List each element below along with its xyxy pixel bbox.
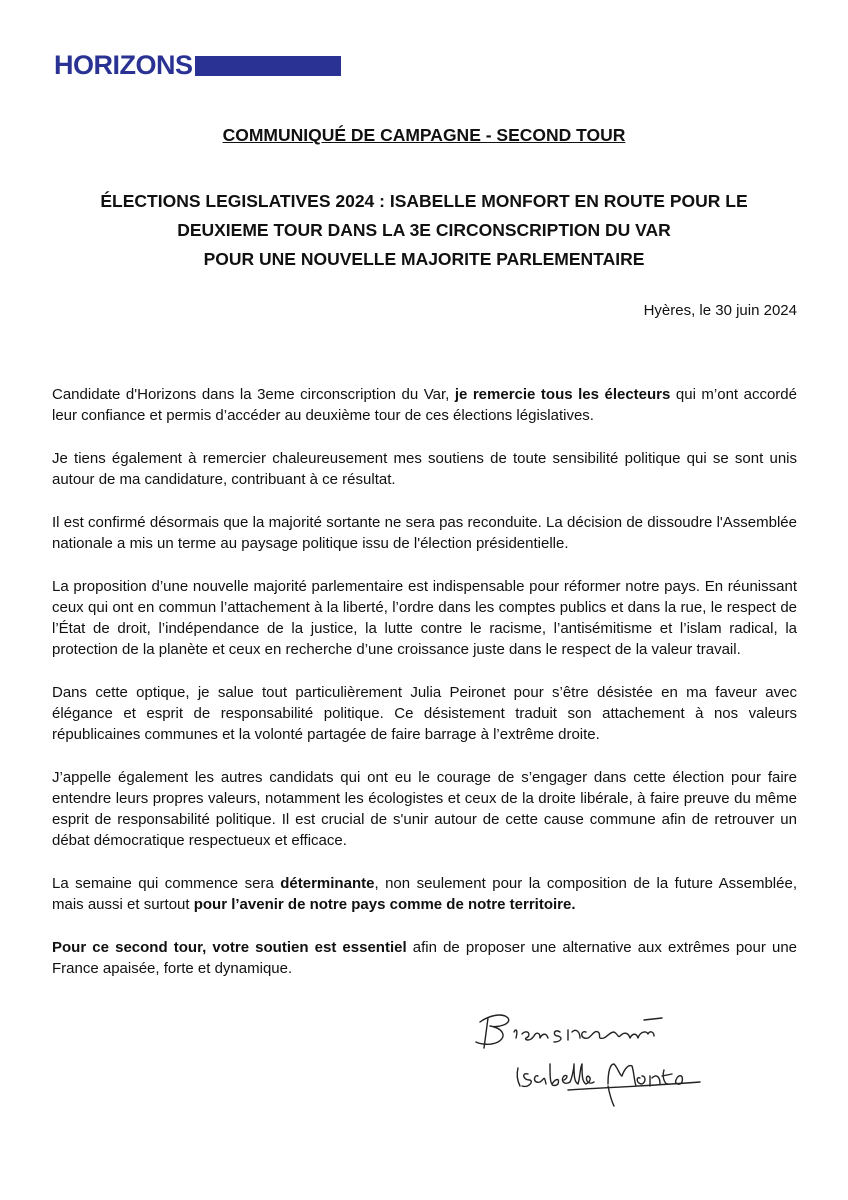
paragraph-5: Dans cette optique, je salue tout particulièrement Julia Peironet pour s’être désistée en ma faveur avec élégance et esprit de responsabilité politique. Ce désistement traduit son attachement à nos valeurs républicaines communes et la volonté partagée de faire barrage à l’extrême droite. xyxy=(52,684,797,743)
document-subtitle xyxy=(0,187,848,274)
paragraph-2: Je tiens également à remercier chaleureusement mes soutiens de toute sensibilité politique qui se sont unis autour de ma candidature, contribuant à ce résultat. xyxy=(52,450,797,488)
handwritten-signature xyxy=(468,1002,708,1112)
paragraph-7: La semaine qui commence sera déterminante, non seulement pour la composition de la future Assemblée, mais aussi et surtout pour l’avenir de notre pays comme de notre territoire. xyxy=(52,875,797,913)
paragraph-3: Il est confirmé désormais que la majorité sortante ne sera pas reconduite. La décision de dissoudre l'Assemblée nationale a mis un terme au paysage politique issu de l'élection présidentielle. xyxy=(52,514,797,552)
paragraph-1: Candidate d'Horizons dans la 3eme circonscription du Var, je remercie tous les électeurs qui m’ont accordé leur confiance et permis d’accéder au deuxième tour de ces élections législatives. xyxy=(52,386,797,424)
date-line: Hyères, le 30 juin 2024 xyxy=(643,302,797,319)
paragraph-8: Pour ce second tour, votre soutien est essentiel afin de proposer une alternative aux extrêmes pour une France apaisée, forte et dynamique. xyxy=(52,939,798,977)
subtitle-line: POUR UNE NOUVELLE MAJORITE PARLEMENTAIRE xyxy=(203,249,645,269)
document-title: COMMUNIQUÉ DE CAMPAGNE - SECOND TOUR xyxy=(222,125,626,145)
subtitle-line: ÉLECTIONS LEGISLATIVES 2024 : ISABELLE MONFORT EN ROUTE POUR LE xyxy=(100,191,748,211)
body-text xyxy=(52,384,797,1001)
paragraph-6: J’appelle également les autres candidats qui ont eu le courage de s’engager dans cette élection pour faire entendre leurs propres valeurs, notamment les écologistes et ceux de la droite libérale, à faire preuve du même esprit de responsabilité politique. Il est crucial de s'unir autour de cette cause commune afin de retrouver un débat démocratique respectueux et efficace. xyxy=(52,769,797,849)
logo-wordmark: HORIZONS xyxy=(54,50,193,80)
subtitle-line: DEUXIEME TOUR DANS LA 3E CIRCONSCRIPTION DU VAR xyxy=(177,220,671,240)
paragraph-4: La proposition d’une nouvelle majorité parlementaire est indispensable pour réformer notre pays. En réunissant ceux qui ont en commun l’attachement à la liberté, l’ordre dans les comptes publics et dans la rue, le respect de l’État de droit, l’indépendance de la justice, la lutte contre le racisme, l’antisémitisme et l’islam radical, la protection de la planète et ceux en recherche d’une croissance juste dans le respect de la valeur travail. xyxy=(52,578,797,658)
logo-bar xyxy=(195,56,341,76)
horizons-logo xyxy=(54,52,341,78)
